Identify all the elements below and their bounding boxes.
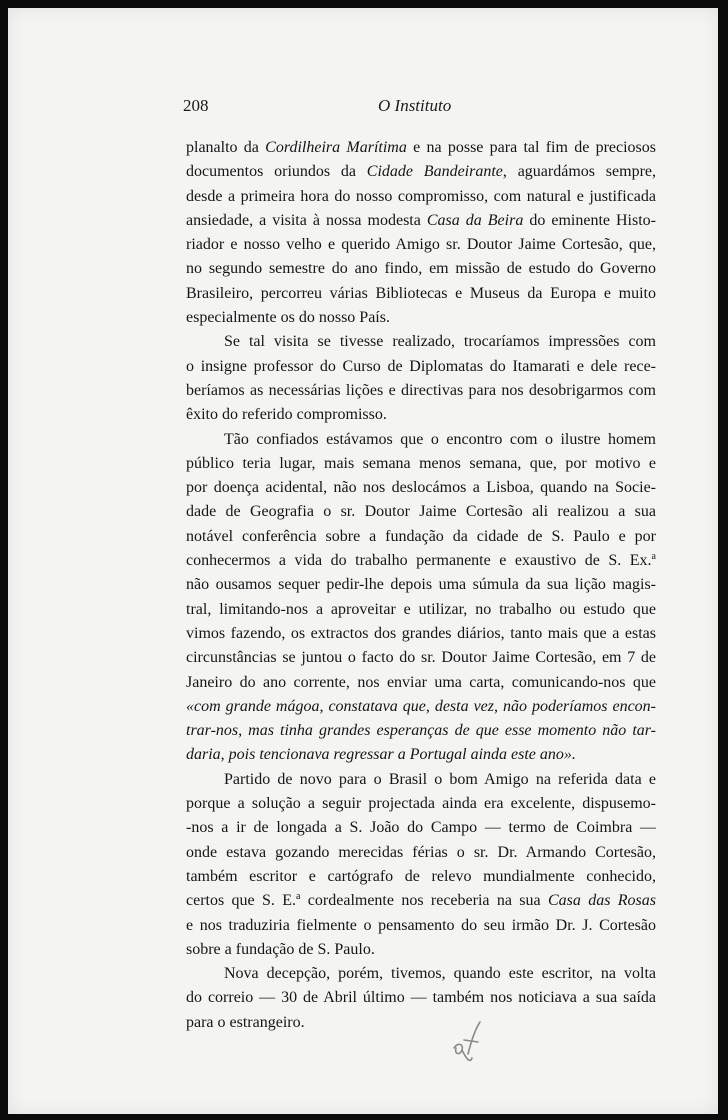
text-run: a: [296, 891, 301, 903]
text-line: [186, 865, 656, 889]
text-line: [186, 379, 656, 403]
text-line: [186, 841, 656, 865]
text-line: [186, 986, 656, 1010]
text-run: desde a primeira hora do nosso compromisso, com natural e justificada: [186, 187, 656, 205]
text-line: [186, 816, 656, 840]
text-line: [186, 573, 656, 597]
text-run: Cordilheira Marítima: [265, 139, 407, 156]
book-page: [8, 8, 718, 1114]
text-line: [186, 695, 656, 719]
text-run: Casa das Rosas: [547, 892, 656, 910]
text-run: daria, pois tencionava regressar a Portugal ainda este ano».: [186, 746, 576, 764]
text-line: [186, 330, 656, 354]
text-run: planalto da: [186, 139, 266, 156]
text-run: não ousamos sequer pedir-lhe depois uma súmula da sua lição magis-: [186, 576, 656, 594]
text-line: [186, 889, 656, 913]
text-line: [186, 938, 656, 962]
text-run: Partido de novo para o Brasil o bom Amigo na referida data e: [224, 770, 656, 788]
text-line: [186, 500, 656, 524]
text-line: [186, 962, 656, 986]
text-line: [186, 233, 656, 257]
text-run: e nos traduziria fielmente o pensamento do seu irmão Dr. J. Cortesão: [186, 916, 656, 934]
page-number: 208: [183, 96, 209, 115]
text-run: especialmente os do nosso País.: [186, 309, 390, 327]
text-run: e na posse para tal fim de preciosos: [406, 139, 656, 156]
text-run: Brasileiro, percorreu várias Bibliotecas e Museus da Europa e muito: [186, 284, 656, 302]
text-run: certos que S. E.: [186, 892, 297, 910]
text-line: [186, 355, 656, 379]
text-line: [186, 792, 656, 816]
running-title: O Instituto: [378, 96, 452, 115]
text-line: [186, 282, 656, 306]
text-line: [186, 136, 656, 160]
text-run: a: [651, 551, 656, 563]
text-run: Janeiro do ano corrente, nos enviar uma carta, comunicando-nos que: [186, 673, 656, 691]
text-line: [186, 743, 656, 767]
text-line: [186, 306, 656, 330]
text-run: porque a solução a seguir projectada ainda era excelente, dispusemo-: [186, 795, 656, 813]
text-run: no segundo semestre do ano findo, em missão de estudo do Governo: [186, 260, 656, 278]
text-line: [186, 671, 656, 695]
text-run: documentos oriundos da: [186, 163, 367, 181]
text-line: [186, 646, 656, 670]
text-run: beríamos as necessárias lições e directivas para nos desobrigarmos com: [186, 381, 656, 399]
text-run: conhecermos a vida do trabalho permanente e exaustivo de S. Ex.: [186, 552, 652, 570]
text-run: vimos fazendo, os extractos dos grandes diários, tanto mais que a estas: [186, 624, 656, 642]
text-line: [186, 209, 656, 233]
text-run: êxito do referido compromisso.: [186, 406, 387, 424]
text-run: para o estrangeiro.: [186, 1013, 305, 1031]
text-run: ansiedade, a visita à nossa modesta: [186, 211, 427, 229]
text-line: [186, 549, 656, 573]
text-run: do eminente Histo-: [523, 211, 656, 229]
text-run: , aguardámos sempre,: [502, 163, 656, 181]
text-line: [186, 257, 656, 281]
text-run: notável conferência sobre a fundação da cidade de S. Paulo e por: [186, 527, 656, 545]
page-header: [183, 96, 573, 120]
text-run: Nova decepção, porém, tivemos, quando este escritor, na volta: [224, 965, 656, 983]
text-run: circunstâncias se juntou o facto do sr. Doutor Jaime Cortesão, em 7 de: [186, 649, 656, 667]
text-run: Tão confiados estávamos que o encontro com o ilustre homem: [224, 430, 656, 448]
text-line: [186, 914, 656, 938]
text-run: -nos a ir de longada a S. João do Campo — termo de Coimbra —: [186, 819, 656, 837]
text-line: [186, 598, 656, 622]
text-run: o insigne professor do Curso de Diplomatas do Itamarati e dele rece-: [186, 357, 656, 375]
text-run: tral, limitando-nos a aproveitar e utilizar, no trabalho ou estudo que: [186, 600, 656, 618]
text-run: «com grande mágoa, constatava que, desta vez, não poderíamos encon-: [186, 697, 656, 715]
text-run: do correio — 30 de Abril último — também nos noticiava a sua saída: [186, 989, 656, 1007]
handwritten-initials: [446, 1018, 486, 1066]
text-line: [186, 185, 656, 209]
text-run: riador e nosso velho e querido Amigo sr. Doutor Jaime Cortesão, que,: [186, 236, 656, 254]
text-line: [186, 768, 656, 792]
text-run: também escritor e cartógrafo de relevo mundialmente conhecido,: [186, 867, 656, 885]
text-run: por doença acidental, não nos deslocámos a Lisboa, quando na Socie-: [186, 479, 656, 497]
text-line: [186, 476, 656, 500]
text-run: dade de Geografia o sr. Doutor Jaime Cortesão ali realizou a sua: [186, 503, 656, 521]
text-run: Se tal visita se tivesse realizado, trocaríamos impressões com: [224, 333, 656, 351]
text-run: cordealmente nos receberia na sua: [300, 892, 548, 910]
body-text: [186, 136, 656, 1035]
text-line: [186, 622, 656, 646]
text-line: [186, 403, 656, 427]
text-run: Cidade Bandeirante: [366, 163, 503, 181]
text-run: público teria lugar, mais semana menos semana, que, por motivo e: [186, 454, 656, 472]
text-line: [186, 525, 656, 549]
text-run: Casa da Beira: [426, 211, 524, 229]
text-line: [186, 719, 656, 743]
text-run: sobre a fundação de S. Paulo.: [186, 940, 375, 958]
text-line: [186, 160, 656, 184]
text-line: [186, 1011, 656, 1035]
text-line: [186, 452, 656, 476]
text-run: trar-nos, mas tinha grandes esperanças de que esse momento não tar-: [186, 722, 656, 740]
text-run: onde estava gozando merecidas férias o sr. Dr. Armando Cortesão,: [186, 843, 656, 861]
text-line: [186, 428, 656, 452]
